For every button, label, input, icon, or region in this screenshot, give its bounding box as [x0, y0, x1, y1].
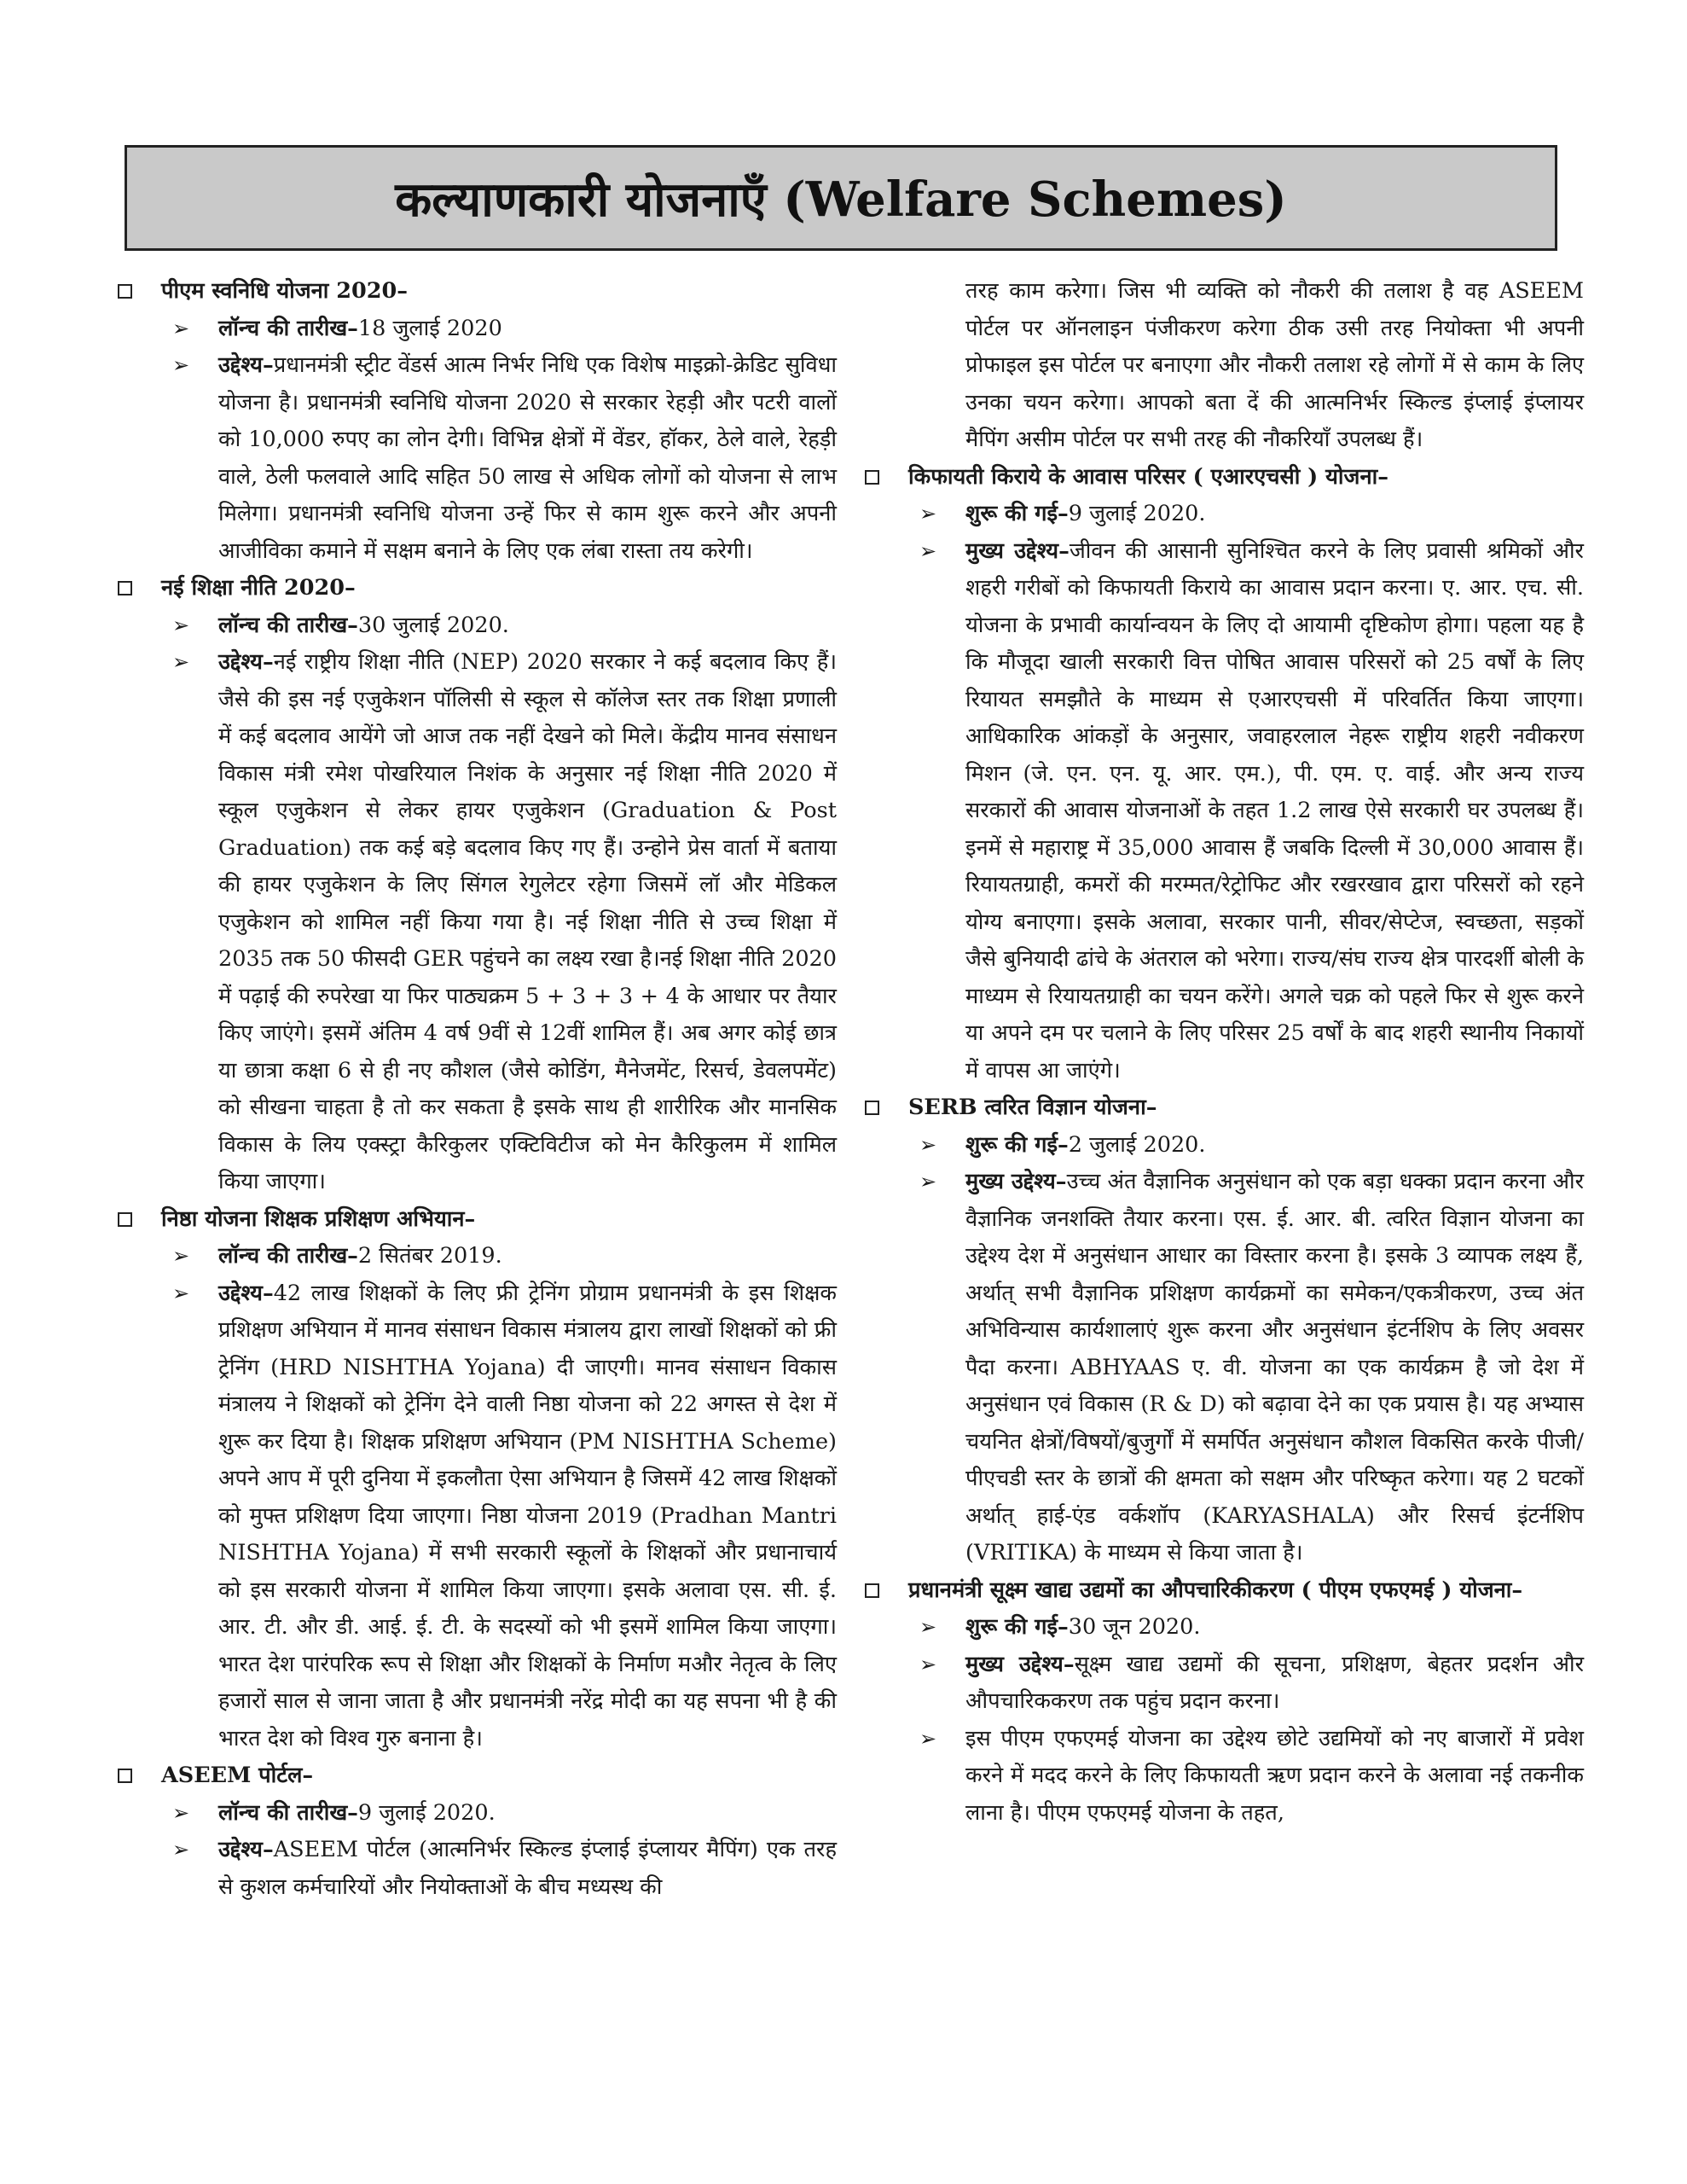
arrowhead-right-icon: ➢	[919, 1615, 937, 1639]
aseem-continuation: तरह काम करेगा। जिस भी व्यक्ति को नौकरी की तलाश है वह ASEEM पोर्टल पर ऑनलाइन पंजीकरण करेगा ठीक उसी तरह नियोक्ता भी अपनी प्रोफाइल इस पोर्टल पर बनाएगा और नौकरी तलाश रहे लोगों में से काम के लिए उनका चयन करेगा। आपको बता दें की आत्मनिर्भर स्किल्ड इंप्लाई इंप्लायर मैपिंग असीम पोर्टल पर सभी तरह की नौकरियाँ उपलब्ध हैं।	[965, 278, 1584, 452]
bullet-text: सूक्ष्म खाद्य उद्यमों की सूचना, प्रशिक्षण, बेहतर प्रदर्शन और औपचारिककरण तक पहुंच प्रदान करना।	[965, 1651, 1584, 1714]
bullet-item	[863, 1164, 1584, 1572]
arrowhead-right-icon: ➢	[172, 650, 190, 674]
arrowhead-right-icon: ➢	[919, 1132, 937, 1157]
section-heading	[116, 273, 837, 311]
section-aseem	[116, 1757, 837, 1906]
checkbox-square-icon	[118, 1769, 132, 1783]
bullet-item	[863, 1127, 1584, 1165]
checkbox-square-icon	[865, 470, 879, 485]
section-title: निष्ठा योजना शिक्षक प्रशिक्षण अभियान–	[161, 1205, 476, 1232]
section-title: किफायती किराये के आवास परिसर ( एआरएचसी ) योजना–	[908, 463, 1388, 490]
bullet-label: उद्देश्य–	[218, 352, 274, 378]
bullet-text: 2 जुलाई 2020.	[1068, 1131, 1206, 1158]
arrowhead-right-icon: ➢	[172, 1800, 190, 1825]
arrowhead-right-icon: ➢	[172, 1244, 190, 1268]
bullet-item	[863, 1647, 1584, 1721]
bullet-list	[116, 311, 837, 571]
right-column	[863, 273, 1584, 1832]
arrowhead-right-icon: ➢	[172, 353, 190, 377]
section-heading	[863, 1572, 1584, 1610]
bullet-label: शुरू की गई–	[965, 1131, 1069, 1158]
bullet-label: लॉन्च की तारीख–	[218, 315, 358, 341]
bullet-item	[116, 644, 837, 1201]
section-title: ASEEM पोर्टल–	[161, 1763, 314, 1788]
bullet-text: ASEEM पोर्टल (आत्मनिर्भर स्किल्ड इंप्लाई इंप्लायर मैपिंग) एक तरह से कुशल कर्मचारियों और नियोक्ताओं के बीच मध्यस्थ की	[218, 1837, 837, 1900]
bullet-list	[116, 1795, 837, 1907]
checkbox-square-icon	[118, 581, 132, 595]
bullet-item	[116, 607, 837, 645]
bullet-label: शुरू की गई–	[965, 1614, 1069, 1640]
section-new-education-policy	[116, 570, 837, 1201]
section-arhc	[863, 459, 1584, 1090]
bullet-label: लॉन्च की तारीख–	[218, 612, 358, 638]
bullet-item	[116, 1238, 837, 1275]
bullet-text: 30 जून 2020.	[1068, 1614, 1201, 1640]
bullet-text: 30 जुलाई 2020.	[357, 612, 509, 638]
arrowhead-right-icon: ➢	[172, 1281, 190, 1305]
bullet-text: जीवन की आसानी सुनिश्चित करने के लिए प्रवासी श्रमिकों और शहरी गरीबों को किफायती किराये का आवास प्रदान करना। ए. आर. एच. सी. योजना के प्रभावी कार्यान्वयन के लिए दो आयामी दृष्टिकोण होगा। पहला यह है कि मौजूदा खाली सरकारी वित्त पोषित आवास परिसरों को 25 वर्षों के लिए रियायत समझौते के माध्यम से एआरएचसी में परिवर्तित किया जाएगा। आधिकारिक आंकड़ों के अनुसार, जवाहरलाल नेहरू राष्ट्रीय शहरी नवीकरण मिशन (जे. एन. एन. यू. आर. एम.), पी. एम. ए. वाई. और अन्य राज्य सरकारों की आवास योजनाओं के तहत 1.2 लाख ऐसे सरकारी घर उपलब्ध हैं। इनमें से महाराष्ट्र में 35,000 आवास हैं जबकि दिल्ली में 30,000 आवास हैं। रियायतग्राही, कमरों की मरम्मत/रेट्रोफिट और रखरखाव द्वारा परिसरों को रहने योग्य बनाएगा। इसके अलावा, सरकार पानी, सीवर/सेप्टेज, स्वच्छता, सड़कों जैसे बुनियादी ढांचे के अंतराल को भरेगा। राज्य/संघ राज्य क्षेत्र पारदर्शी बोली के माध्यम से रियायतग्राही का चयन करेंगे। अगले चक्र को पहले फिर से शुरू करने या अपने दम पर चलाने के लिए परिसर 25 वर्षों के बाद शहरी स्थानीय निकायों में वापस आ जाएंगे।	[965, 537, 1584, 1083]
page-title: कल्याणकारी योजनाएँ (Welfare Schemes)	[395, 171, 1287, 228]
arrowhead-right-icon: ➢	[172, 613, 190, 637]
section-pm-fme	[863, 1572, 1584, 1833]
title-box	[125, 145, 1557, 251]
bullet-text: 42 लाख शिक्षकों के लिए फ्री ट्रेनिंग प्रोग्राम प्रधानमंत्री के इस शिक्षक प्रशिक्षण अभियान में मानव संसाधन विकास मंत्रालय द्वारा लाखों शिक्षकों को फ्री ट्रेनिंग (HRD NISHTHA Yojana) दी जाएगी। मानव संसाधन विकास मंत्रालय ने शिक्षकों को ट्रेनिंग देने वाली निष्ठा योजना को 22 अगस्त से देश में शुरू कर दिया है। शिक्षक प्रशिक्षण अभियान (PM NISHTHA Scheme) अपने आप में पूरी दुनिया में इकलौता ऐसा अभियान है जिसमें 42 लाख शिक्षकों को मुफ्त प्रशिक्षण दिया जाएगा। निष्ठा योजना 2019 (Pradhan Mantri NISHTHA Yojana) में सभी सरकारी स्कूलों के शिक्षकों और प्रधानाचार्य को इस सरकारी योजना में शामिल किया जाएगा। इसके अलावा एस. सी. ई. आर. टी. और डी. आई. ई. टी. के सदस्यों को भी इसमें शामिल किया जाएगा। भारत देश पारंपरिक रूप से शिक्षा और शिक्षकों के निर्माण मऔर नेतृत्व के लिए हजारों साल से जाना जाता है और प्रधानमंत्री नरेंद्र मोदी का यह सपना भी है की भारत देश को विश्व गुरु बनाना है।	[218, 1280, 837, 1751]
bullet-list	[863, 496, 1584, 1089]
arrowhead-right-icon: ➢	[919, 502, 937, 526]
bullet-list	[116, 607, 837, 1201]
arrowhead-right-icon: ➢	[172, 316, 190, 340]
arrowhead-right-icon: ➢	[919, 538, 937, 563]
section-title: पीएम स्वनिधि योजना 2020–	[161, 278, 409, 304]
bullet-item	[116, 311, 837, 348]
bullet-list	[863, 1609, 1584, 1832]
bullet-text: उच्च अंत वैज्ञानिक अनुसंधान को एक बड़ा धक्का प्रदान करना और वैज्ञानिक जनशक्ति तैयार करना। एस. ई. आर. बी. त्वरित विज्ञान योजना का उद्देश्य देश में अनुसंधान आधार का विस्तार करना है। इसके 3 व्यापक लक्ष्य हैं, अर्थात् सभी वैज्ञानिक प्रशिक्षण कार्यक्रमों का समेकन/एकत्रीकरण, उच्च अंत अभिविन्यास कार्यशालाएं शुरू करना और अनुसंधान इंटर्नशिप के लिए अवसर पैदा करना। ABHYAAS ए. वी. योजना का एक कार्यक्रम है जो देश में अनुसंधान एवं विकास (R & D) को बढ़ावा देने का एक प्रयास है। यह अभ्यास चयनित क्षेत्रों/विषयों/बुजुर्गों में समर्पित अनुसंधान कौशल विकसित करके पीजी/पीएचडी स्तर के छात्रों की क्षमता को सक्षम और परिष्कृत करेगा। यह 2 घटकों अर्थात् हाई-एंड वर्कशॉप (KARYASHALA) और रिसर्च इंटर्नशिप (VRITIKA) के माध्यम से किया जाता है।	[965, 1169, 1584, 1565]
bullet-text: नई राष्ट्रीय शिक्षा नीति (NEP) 2020 सरकार ने कई बदलाव किए हैं। जैसे की इस नई एजुकेशन पॉलिसी से स्कूल से कॉलेज स्तर तक शिक्षा प्रणाली में कई बदलाव आयेंगे जो आज तक नहीं देखने को मिले। केंद्रीय मानव संसाधन विकास मंत्री रमेश पोखरियाल निशंक के अनुसार नई शिक्षा नीति 2020 में स्कूल एजुकेशन से लेकर हायर एजुकेशन (Graduation & Post Graduation) तक कई बड़े बदलाव किए गए हैं। उन्होने प्रेस वार्ता में बताया की हायर एजुकेशन के लिए सिंगल रेगुलेटर रहेगा जिसमें लॉ और मेडिकल एजुकेशन को शामिल नहीं किया गया है। नई शिक्षा नीति से उच्च शिक्षा में 2035 तक 50 फीसदी GER पहुंचने का लक्ष्य रखा है।नई शिक्षा नीति 2020 में पढ़ाई की रुपरेखा या फिर पाठ्यक्रम 5 + 3 + 3 + 4 के आधार पर तैयार किए जाएंगे। इसमें अंतिम 4 वर्ष 9वीं से 12वीं शामिल हैं। अब अगर कोई छात्र या छात्रा कक्षा 6 से ही नए कौशल (जैसे कोडिंग, मैनेजमेंट, रिसर्च, डेवलपमेंट) को सीखना चाहता है तो कर सकता है इसके साथ ही शारीरिक और मानसिक विकास के लिय एक्स्ट्रा कैरिकुलर एक्टिविटीज को मेन कैरिकुलम में शामिल किया जाएगा।	[218, 649, 837, 1194]
checkbox-square-icon	[118, 284, 132, 299]
bullet-text: 18 जुलाई 2020	[357, 315, 502, 341]
bullet-item	[863, 1609, 1584, 1647]
section-heading	[116, 570, 837, 607]
bullet-item	[116, 347, 837, 570]
bullet-item	[863, 533, 1584, 1090]
bullet-label: मुख्य उद्देश्य–	[965, 1169, 1067, 1194]
bullet-label: शुरू की गई–	[965, 501, 1069, 526]
bullet-label: लॉन्च की तारीख–	[218, 1799, 358, 1826]
bullet-item	[863, 496, 1584, 533]
bullet-text: 9 जुलाई 2020.	[1068, 501, 1206, 526]
bullet-list	[863, 1127, 1584, 1572]
arrowhead-right-icon: ➢	[919, 1170, 937, 1194]
bullet-label: उद्देश्य–	[218, 1280, 274, 1306]
checkbox-square-icon	[118, 1212, 132, 1227]
section-heading	[863, 1089, 1584, 1127]
bullet-text: प्रधानमंत्री स्ट्रीट वेंडर्स आत्म निर्भर निधि एक विशेष माइक्रो-क्रेडिट सुविधा योजना है। प्रधानमंत्री स्वनिधि योजना 2020 से सरकार रेहड़ी और पटरी वालों को 10,000 रुपए का लोन देगी। विभिन्न क्षेत्रों में वेंडर, हॉकर, ठेले वाले, रेहड़ी वाले, ठेली फलवाले आदि सहित 50 लाख से अधिक लोगों को योजना से लाभ मिलेगा। प्रधानमंत्री स्वनिधि योजना उन्हें फिर से काम शुरू करने और अपनी आजीविका कमाने में सक्षम बनाने के लिए एक लंबा रास्ता तय करेगी।	[218, 352, 837, 564]
checkbox-square-icon	[865, 1583, 879, 1598]
bullet-label: उद्देश्य–	[218, 649, 274, 675]
section-title: प्रधानमंत्री सूक्ष्म खाद्य उद्यमों का औपचारिकीकरण ( पीएम एफएमई ) योजना–	[908, 1577, 1523, 1603]
section-heading	[116, 1201, 837, 1239]
bullet-item	[116, 1275, 837, 1758]
section-heading	[863, 459, 1584, 497]
arrowhead-right-icon: ➢	[172, 1838, 190, 1862]
bullet-text: 2 सितंबर 2019.	[357, 1243, 502, 1269]
bullet-label: लॉन्च की तारीख–	[218, 1243, 358, 1269]
bullet-label: मुख्य उद्देश्य–	[965, 1651, 1075, 1677]
bullet-label: उद्देश्य–	[218, 1837, 274, 1862]
arrowhead-right-icon: ➢	[919, 1652, 937, 1676]
bullet-label: मुख्य उद्देश्य–	[965, 537, 1070, 564]
checkbox-square-icon	[865, 1101, 879, 1115]
bullet-text: 9 जुलाई 2020.	[357, 1799, 496, 1826]
section-nishtha	[116, 1201, 837, 1758]
section-title: SERB त्वरित विज्ञान योजना–	[908, 1095, 1157, 1120]
bullet-list	[116, 1238, 837, 1757]
left-column	[116, 273, 837, 1906]
bullet-item	[116, 1795, 837, 1833]
section-heading	[116, 1757, 837, 1795]
section-pm-svanidhi	[116, 273, 837, 570]
section-serb	[863, 1089, 1584, 1572]
bullet-item	[116, 1832, 837, 1906]
arrowhead-right-icon: ➢	[919, 1726, 937, 1751]
section-title: नई शिक्षा नीति 2020–	[161, 575, 356, 601]
bullet-item	[863, 1721, 1584, 1833]
bullet-text: इस पीएम एफएमई योजना का उद्देश्य छोटे उद्यमियों को नए बाजारों में प्रवेश करने में मदद करने के लिए किफायती ऋण प्रदान करने के अलावा नई तकनीक लाना है। पीएम एफएमई योजना के तहत,	[965, 1725, 1584, 1826]
